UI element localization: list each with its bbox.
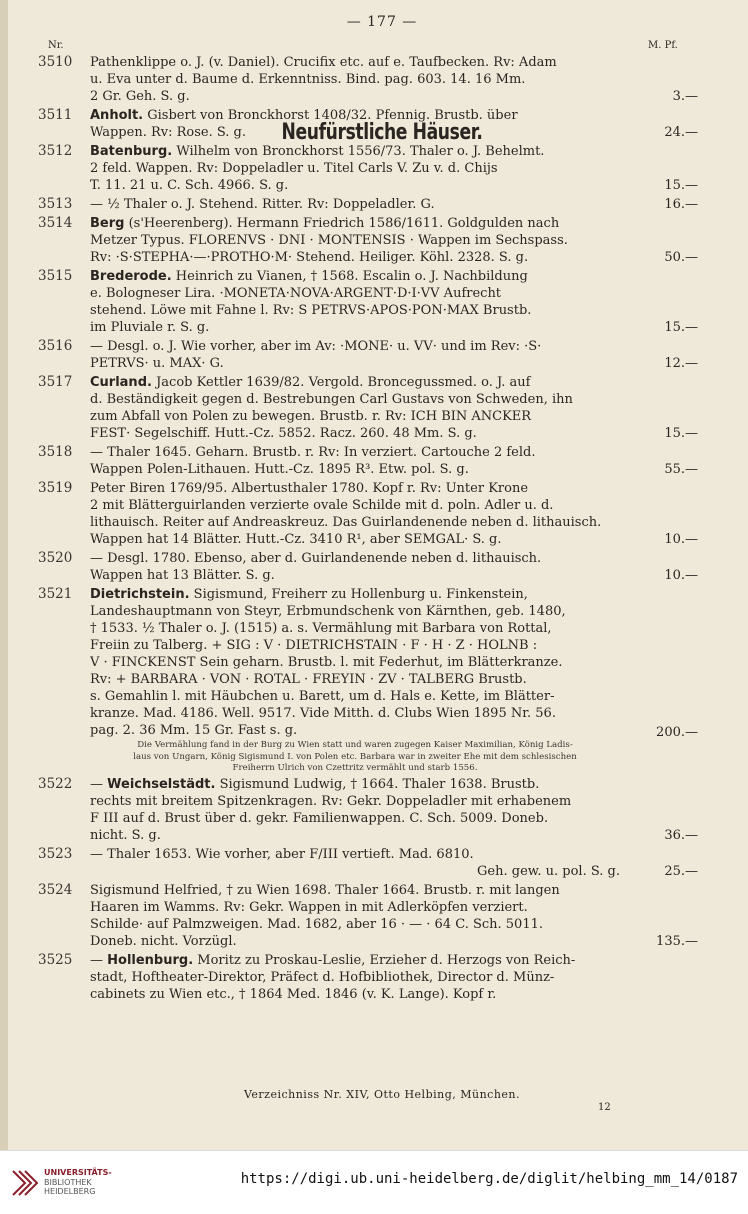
catalogue-entry <box>38 776 698 844</box>
entry-heading: Dietrichstein. <box>90 587 190 602</box>
entry-line <box>90 355 620 372</box>
entry-text: † 1533. ½ Thaler o. J. (1515) a. s. Vermählung mit Barbara von Rottal, <box>90 621 552 636</box>
entry-text: Jacob Kettler 1639/82. Vergold. Broncegussmed. o. J. auf <box>151 375 531 390</box>
entry-line <box>90 810 620 827</box>
entry-heading: Hollenburg. <box>107 952 194 968</box>
catalogue-entries <box>38 54 698 1005</box>
catalogue-entry <box>38 374 698 442</box>
entry-line <box>90 88 620 105</box>
entry-heading: Brederode. <box>90 269 172 284</box>
entry-number: 3514 <box>38 215 73 231</box>
entry-text: rechts mit breitem Spitzenkragen. Rv: Gekr. Doppeladler mit erhabenem <box>90 793 572 809</box>
entry-line <box>90 124 620 141</box>
catalogue-entry <box>38 268 698 336</box>
entry-line <box>90 444 620 461</box>
entry-heading: Berg <box>90 216 125 231</box>
entry-line <box>90 54 620 71</box>
entry-text: Peter Biren 1769/95. Albertusthaler 1780. Kopf r. Rv: Unter Krone <box>90 481 529 496</box>
entry-number: 3512 <box>38 143 73 159</box>
entry-text: Pathenklippe o. J. (v. Daniel). Crucifix etc. auf e. Taufbecken. Rv: Adam <box>90 55 557 70</box>
entry-line <box>90 793 620 810</box>
entry-text: Geh. gew. u. pol. S. g. <box>477 863 620 879</box>
entry-line <box>90 620 620 637</box>
entry-text: Haaren im Wamms. Rv: Gekr. Wappen in mit Adlerköpfen verziert. <box>90 899 528 915</box>
entry-line <box>90 215 620 232</box>
entry-text: Rv: + BARBARA · VON · ROTAL · FREYIN · ZV · TALBERG Brustb. <box>90 672 527 687</box>
catalogue-entry <box>38 444 698 478</box>
entry-line <box>90 688 620 705</box>
entry-text: 2 mit Blätterguirlanden verzierte ovale Schilde mit d. poln. Adler u. d. <box>90 498 554 513</box>
entry-number: 3517 <box>38 374 73 390</box>
entry-text: — <box>90 952 108 968</box>
entry-text: d. Beständigkeit gegen d. Bestrebungen Carl Gustavs von Schweden, ihn <box>90 392 573 407</box>
catalogue-entry <box>38 107 698 141</box>
entry-text: kranze. Mad. 4186. Well. 9517. Vide Mitth. d. Clubs Wien 1895 Nr. 56. <box>90 706 556 721</box>
catalogue-entry <box>38 846 698 880</box>
entry-text: nicht. S. g. <box>90 827 161 843</box>
entry-heading: Weichselstädt. <box>107 776 216 792</box>
entry-price: 12.— <box>664 356 698 371</box>
library-logo-icon <box>10 1167 40 1199</box>
entry-price: 15.— <box>664 320 698 335</box>
catalogue-entry <box>38 550 698 584</box>
column-header-nr: Nr. <box>48 40 64 51</box>
entry-line <box>90 425 620 442</box>
publisher-footer: Verzeichniss Nr. XIV, Otto Helbing, München. <box>243 1088 521 1101</box>
entry-line <box>90 319 620 336</box>
entry-line <box>90 882 620 899</box>
entry-line <box>90 637 620 654</box>
entry-line <box>90 586 620 603</box>
entry-price: 200.— <box>656 724 698 740</box>
catalogue-entry <box>38 952 698 1003</box>
entry-line <box>90 567 620 584</box>
entry-text: — Desgl. o. J. Wie vorher, aber im Av: ·MONE· u. VV· und im Rev: ·S· <box>90 339 542 354</box>
viewer-bottom-bar <box>0 1150 748 1214</box>
entry-price: 55.— <box>664 462 698 477</box>
entry-text: — <box>90 776 108 792</box>
entry-line <box>90 391 620 408</box>
entry-heading: Anholt. <box>90 108 144 123</box>
footnote-line: Freiherrn Ulrich von Czettritz vermählt und starb 1556. <box>232 763 478 773</box>
catalogue-entry <box>38 480 698 548</box>
entry-text: T. 11. 21 u. C. Sch. 4966. S. g. <box>90 178 289 193</box>
entry-line <box>90 986 620 1003</box>
permalink-url[interactable]: https://digi.ub.uni-heidelberg.de/diglit/helbing_mm_14/0187 <box>240 1171 738 1187</box>
logo-line-1: UNIVERSITÄTS- <box>44 1168 112 1177</box>
column-header-price: M. Pf. <box>648 40 678 51</box>
entry-line <box>90 514 620 531</box>
catalogue-entry <box>38 882 698 950</box>
entry-text: 2 feld. Wappen. Rv: Doppeladler u. Titel Carls V. Zu v. d. Chijs <box>90 161 498 176</box>
entry-price: 15.— <box>664 178 698 193</box>
library-logo-text <box>44 1168 112 1197</box>
entry-number: 3519 <box>38 480 73 496</box>
entry-text: stehend. Löwe mit Fahne l. Rv: S PETRVS·APOS·PON·MAX Brustb. <box>90 303 532 318</box>
entry-number: 3524 <box>38 881 73 898</box>
entry-number: 3523 <box>38 845 73 862</box>
entry-line <box>90 827 620 844</box>
entry-number: 3520 <box>38 550 73 566</box>
entry-line <box>90 933 620 950</box>
entry-line <box>90 196 620 213</box>
entry-line <box>90 232 620 249</box>
entry-line <box>90 863 620 880</box>
entry-price: 10.— <box>664 568 698 583</box>
page-number: — 177 — <box>346 14 418 30</box>
entry-line <box>90 603 620 620</box>
entry-price: 10.— <box>664 532 698 547</box>
entry-price: 15.— <box>664 426 698 441</box>
catalogue-entry <box>38 143 698 194</box>
entry-text: 2 Gr. Geh. S. g. <box>90 89 190 104</box>
entry-text: Sigismund Helfried, † zu Wien 1698. Thaler 1664. Brustb. r. mit langen <box>90 882 560 898</box>
logo-line-2: BIBLIOTHEK <box>44 1177 92 1187</box>
footnote-line: laus von Ungarn, König Sigismund I. von Polen etc. Barbara war in zweiter Ehe mit dem schlesischen <box>133 751 577 762</box>
entry-price: 135.— <box>656 933 698 949</box>
entry-text: im Pluviale r. S. g. <box>90 320 210 335</box>
entry-text: Wappen hat 13 Blätter. S. g. <box>90 568 275 583</box>
entry-line <box>90 249 620 266</box>
entry-text: — Desgl. 1780. Ebenso, aber d. Guirlandenende neben d. lithauisch. <box>90 551 542 566</box>
entry-text: e. Bologneser Lira. ·MONETA·NOVA·ARGENT·D·I·VV Aufrecht <box>90 286 502 301</box>
entry-text: (s'Heerenberg). Hermann Friedrich 1586/1611. Goldgulden nach <box>124 216 560 231</box>
entry-price: 24.— <box>664 125 698 140</box>
entry-text: Wappen Polen-Lithauen. Hutt.-Cz. 1895 R³. Etw. pol. S. g. <box>90 462 469 477</box>
entry-line <box>90 268 620 285</box>
entry-text: u. Eva unter d. Baume d. Erkenntniss. Bind. pag. 603. 14. 16 Mm. <box>90 72 526 87</box>
entry-text: Sigismund Ludwig, † 1664. Thaler 1638. Brustb. <box>215 776 540 792</box>
entry-line <box>90 952 620 969</box>
entry-line <box>90 408 620 425</box>
entry-line <box>90 160 620 177</box>
entry-text: Wappen. Rv: Rose. S. g. <box>90 125 247 140</box>
entry-number: 3522 <box>38 775 73 792</box>
footnote-line: Die Vermählung fand in der Burg zu Wien statt und waren zugegen Kaiser Maximilian, König Ladis- <box>137 740 573 750</box>
logo-line-3: HEIDELBERG <box>44 1187 96 1196</box>
entry-text: PETRVS· u. MAX· G. <box>90 356 224 371</box>
entry-text: Metzer Typus. FLORENVS · DNI · MONTENSIS · Wappen im Sechspass. <box>90 233 568 248</box>
entry-text: Heinrich zu Vianen, † 1568. Escalin o. J. Nachbildung <box>171 269 528 284</box>
entry-text: Wilhelm von Bronckhorst 1556/73. Thaler o. J. Behelmt. <box>172 144 545 159</box>
entry-number: 3518 <box>38 444 73 460</box>
entry-line <box>90 107 620 124</box>
catalogue-entry <box>38 586 698 774</box>
entry-text: Gisbert von Bronckhorst 1408/32. Pfennig. Brustb. über <box>143 108 518 123</box>
entry-line <box>90 969 620 986</box>
entry-number: 3516 <box>38 338 73 354</box>
entry-line <box>90 177 620 194</box>
entry-line <box>90 302 620 319</box>
entry-number: 3525 <box>38 951 73 968</box>
entry-price: 16.— <box>664 197 698 212</box>
entry-heading: Batenburg. <box>90 144 173 159</box>
entry-number: 3510 <box>38 54 73 70</box>
entry-line <box>90 374 620 391</box>
catalogue-entry <box>38 215 698 266</box>
entry-line <box>90 899 620 916</box>
entry-line <box>90 776 620 793</box>
entry-text: Schilde· auf Palmzweigen. Mad. 1682, aber 16 · — · 64 C. Sch. 5011. <box>90 916 544 932</box>
entry-line <box>90 705 620 722</box>
entry-text: F III auf d. Brust über d. gekr. Familienwappen. C. Sch. 5009. Doneb. <box>90 810 549 826</box>
entry-text: FEST· Segelschiff. Hutt.-Cz. 5852. Racz. 260. 48 Mm. S. g. <box>90 426 477 441</box>
entry-price: 50.— <box>664 250 698 265</box>
entry-price: 25.— <box>664 863 698 879</box>
catalogue-entry <box>38 54 698 105</box>
entry-text: pag. 2. 36 Mm. 15 Gr. Fast s. g. <box>90 723 298 738</box>
catalogue-entry <box>38 196 698 213</box>
entry-text: Moritz zu Proskau-Leslie, Erzieher d. Herzogs von Reich- <box>193 952 576 968</box>
entry-text: stadt, Hoftheater-Direktor, Präfect d. Hofbibliothek, Director d. Münz- <box>90 969 555 985</box>
entry-line <box>90 338 620 355</box>
entry-line <box>90 531 620 548</box>
entry-line <box>90 71 620 88</box>
entry-line <box>90 143 620 160</box>
entry-text: Rv: ·S·STEPHA·—·PROTHO·M· Stehend. Heiliger. Köhl. 2328. S. g. <box>90 250 529 265</box>
entry-text: — Thaler 1653. Wie vorher, aber F/III vertieft. Mad. 6810. <box>90 846 474 862</box>
entry-text: zum Abfall von Polen zu bewegen. Brustb. r. Rv: ICH BIN ANCKER <box>90 409 532 424</box>
entry-price: 3.— <box>672 89 698 104</box>
entry-text: — ½ Thaler o. J. Stehend. Ritter. Rv: Doppeladler. G. <box>90 197 435 212</box>
entry-heading: Curland. <box>90 375 152 390</box>
entry-number: 3515 <box>38 268 73 284</box>
catalogue-entry <box>38 338 698 372</box>
entry-line <box>90 461 620 478</box>
signature-mark: 12 <box>598 1102 611 1113</box>
entry-line <box>90 497 620 514</box>
entry-text: Doneb. nicht. Vorzügl. <box>90 933 237 949</box>
entry-text: — Thaler 1645. Geharn. Brustb. r. Rv: In verziert. Cartouche 2 feld. <box>90 445 536 460</box>
section-title: Neufürstliche Häuser. <box>281 120 483 145</box>
entry-text: Landeshauptmann von Steyr, Erbmundschenk von Kärnthen, geb. 1480, <box>90 604 566 619</box>
entry-text: lithauisch. Reiter auf Andreaskreuz. Das Guirlandenende neben d. lithauisch. <box>90 515 602 530</box>
entry-line <box>90 722 620 739</box>
entry-line <box>90 846 620 863</box>
entry-price: 36.— <box>664 827 698 843</box>
entry-number: 3513 <box>38 196 73 212</box>
entry-line <box>90 550 620 567</box>
entry-text: Sigismund, Freiherr zu Hollenburg u. Finkenstein, <box>189 587 528 602</box>
entry-number: 3511 <box>38 107 73 123</box>
entry-line <box>90 480 620 497</box>
entry-text: V · FINCKENST Sein geharn. Brustb. l. mit Federhut, im Blätterkranze. <box>90 655 563 670</box>
entry-text: s. Gemahlin l. mit Häubchen u. Barett, um d. Hals e. Kette, im Blätter- <box>90 689 555 704</box>
entry-text: Freiin zu Talberg. + SIG : V · DIETRICHSTAIN · F · H · Z · HOLNB : <box>90 638 538 653</box>
entry-text: cabinets zu Wien etc., † 1864 Med. 1846 (v. K. Lange). Kopf r. <box>90 986 497 1002</box>
entry-line <box>90 285 620 302</box>
entry-text: Wappen hat 14 Blätter. Hutt.-Cz. 3410 R¹, aber SEMGAL· S. g. <box>90 532 502 547</box>
entry-line <box>90 916 620 933</box>
entry-line <box>90 671 620 688</box>
entry-number: 3521 <box>38 586 73 602</box>
entry-line <box>90 654 620 671</box>
